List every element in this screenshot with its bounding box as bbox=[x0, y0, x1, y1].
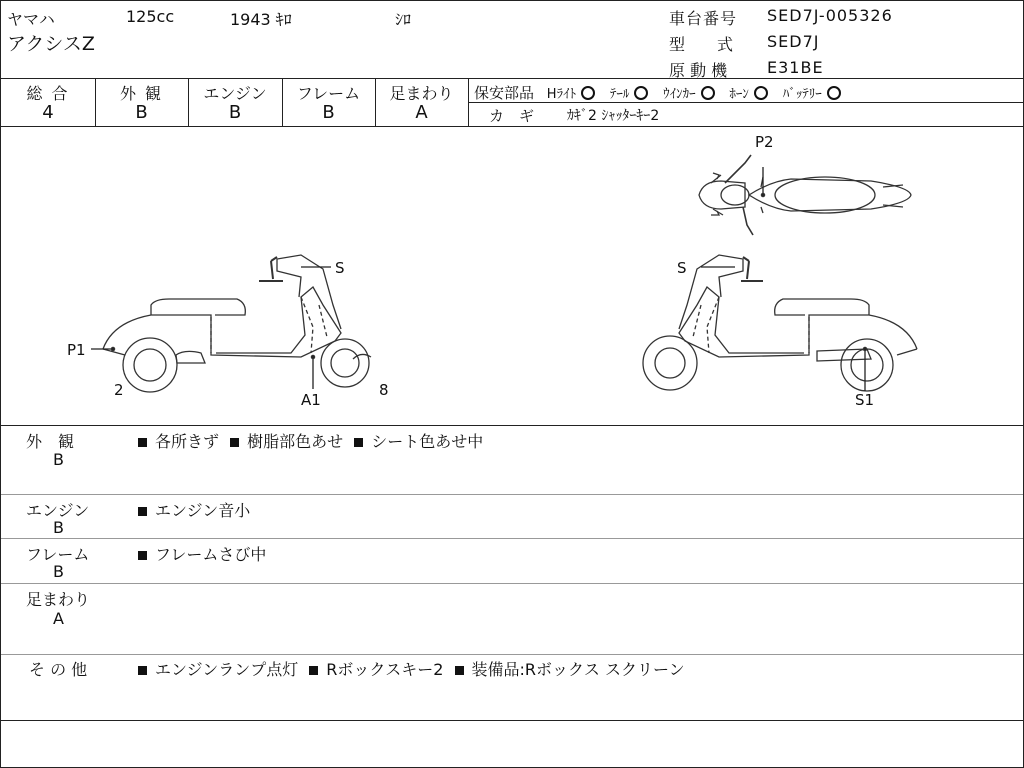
battery-ok-circle-icon bbox=[827, 86, 841, 100]
grade-frame-label: フレーム bbox=[296, 84, 361, 103]
maker: ヤマハ bbox=[7, 10, 55, 29]
section-frame-grade: B bbox=[53, 562, 64, 581]
other-item: Rボックスキー2 bbox=[326, 660, 444, 679]
displacement: 125cc bbox=[126, 7, 175, 26]
frame-item: フレームさび中 bbox=[155, 545, 267, 564]
grade-exterior-value: B bbox=[135, 102, 148, 123]
grade-overall-value: 4 bbox=[42, 102, 54, 123]
engine-value: E31BE bbox=[767, 58, 824, 77]
mark-num-8: 8 bbox=[379, 381, 389, 399]
safety-tail-label: ﾃｰﾙ bbox=[609, 87, 630, 102]
section-suspension-label: 足まわり bbox=[26, 590, 91, 609]
mark-s-left: S bbox=[335, 259, 345, 277]
body-color: ｼﾛ bbox=[395, 10, 412, 29]
section-exterior-items bbox=[138, 429, 489, 452]
winker-ok-circle-icon bbox=[701, 86, 715, 100]
section-engine-items bbox=[138, 498, 256, 521]
type-label: 型 式 bbox=[669, 35, 734, 54]
other-item: エンジンランプ点灯 bbox=[155, 660, 299, 679]
grade-frame-value: B bbox=[322, 102, 335, 123]
bullet-square-icon bbox=[138, 666, 147, 675]
frame-no-label: 車台番号 bbox=[669, 9, 738, 28]
frame-no: SED7J-005326 bbox=[767, 6, 893, 25]
tail-ok-circle-icon bbox=[634, 86, 648, 100]
horn-ok-circle-icon bbox=[754, 86, 768, 100]
bullet-square-icon bbox=[354, 438, 363, 447]
grade-exterior-label: 外 観 bbox=[119, 84, 164, 103]
exterior-item: 樹脂部色あせ bbox=[247, 432, 344, 451]
grade-suspension-label: 足まわり bbox=[389, 84, 454, 103]
grade-engine-value: B bbox=[228, 102, 242, 123]
mark-num-2: 2 bbox=[114, 381, 124, 399]
section-exterior-grade: B bbox=[53, 450, 64, 469]
engine-item: エンジン音小 bbox=[155, 501, 251, 520]
scooter-left-side-drawing bbox=[91, 255, 371, 392]
mark-s-right: S bbox=[677, 259, 687, 277]
grade-overall-label: 総 合 bbox=[26, 84, 70, 103]
section-engine-label: エンジン bbox=[26, 501, 90, 520]
safety-headlight-label: Hﾗｲﾄ bbox=[546, 87, 577, 102]
mark-s1: S1 bbox=[855, 391, 875, 409]
bullet-square-icon bbox=[138, 507, 147, 516]
section-other-label: そ の 他 bbox=[29, 660, 88, 679]
bullet-square-icon bbox=[230, 438, 239, 447]
other-item: 装備品:Rボックス スクリーン bbox=[471, 660, 685, 679]
safety-battery-label: ﾊﾞｯﾃﾘｰ bbox=[782, 87, 822, 102]
mark-p1: P1 bbox=[67, 341, 86, 359]
model-name: アクシスZ bbox=[7, 33, 95, 55]
scooter-top-view-drawing bbox=[699, 155, 911, 235]
bullet-square-icon bbox=[138, 438, 147, 447]
headlight-ok-circle-icon bbox=[581, 86, 595, 100]
section-frame-label: フレーム bbox=[26, 545, 90, 564]
safety-title: 保安部品 bbox=[474, 84, 535, 102]
section-other-items bbox=[138, 657, 691, 680]
exterior-item: シート色あせ中 bbox=[371, 432, 484, 451]
bullet-square-icon bbox=[309, 666, 318, 675]
safety-winker-label: ｳｲﾝｶｰ bbox=[663, 87, 696, 102]
exterior-item: 各所きず bbox=[155, 432, 220, 451]
safety-parts-row bbox=[474, 82, 841, 103]
key-value: ｶｷﾞ2 ｼｬｯﾀｰｷｰ2 bbox=[567, 108, 660, 124]
section-engine-grade: B bbox=[53, 518, 64, 537]
grade-suspension-value: A bbox=[415, 102, 428, 123]
safety-horn-label: ﾎｰﾝ bbox=[729, 87, 749, 102]
section-frame-items bbox=[138, 542, 272, 565]
grade-engine-label: エンジン bbox=[203, 84, 267, 103]
type-value: SED7J bbox=[767, 32, 820, 51]
section-exterior-label: 外 観 bbox=[26, 432, 75, 451]
damage-diagram bbox=[1, 127, 1023, 425]
bullet-square-icon bbox=[455, 666, 464, 675]
mark-p2: P2 bbox=[755, 133, 774, 151]
section-suspension-grade: A bbox=[53, 609, 64, 628]
mark-a1: A1 bbox=[301, 391, 321, 409]
mileage: 1943 ｷﾛ bbox=[230, 10, 292, 29]
engine-label: 原 動 機 bbox=[669, 61, 728, 80]
key-label: カ ギ bbox=[489, 107, 535, 125]
bullet-square-icon bbox=[138, 551, 147, 560]
